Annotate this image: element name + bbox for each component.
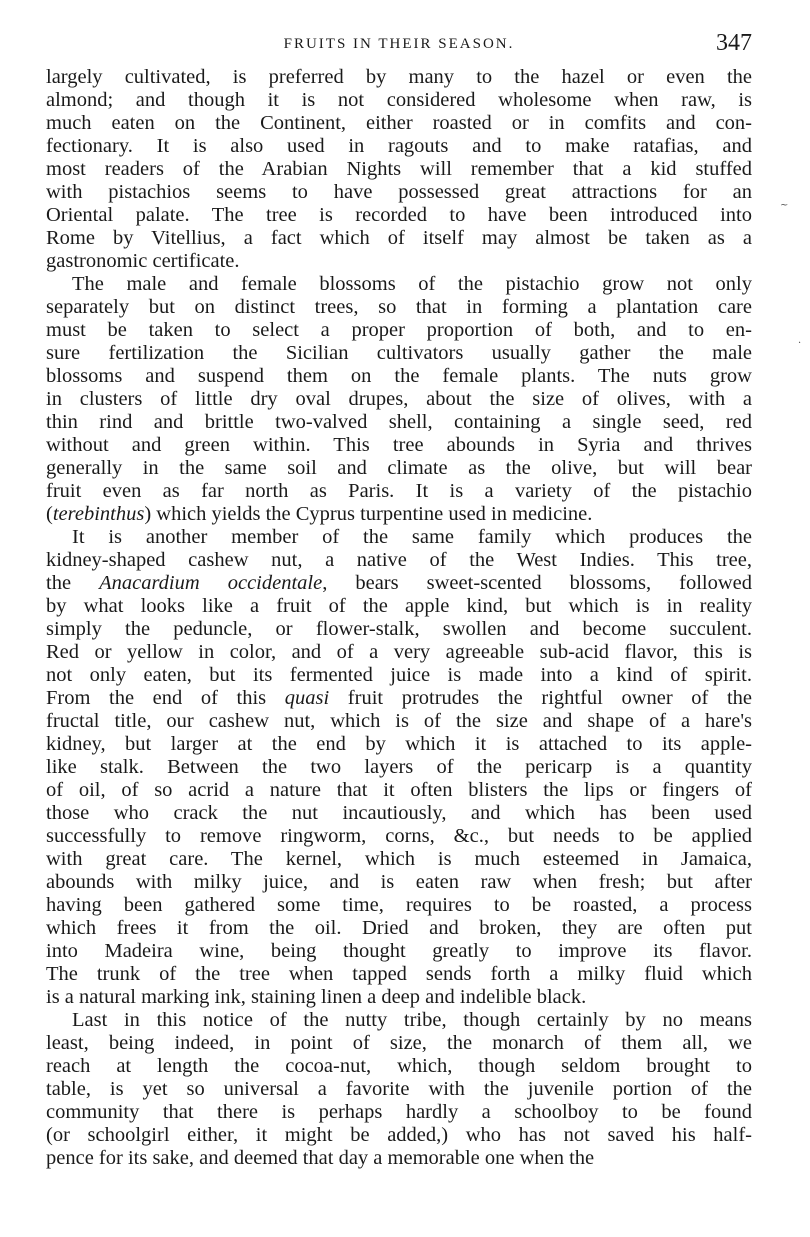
text-line: fectionary. It is also used in ragouts and to make ratafias, and — [46, 135, 752, 157]
text-line: gastronomic certificate. — [46, 250, 240, 272]
text-line: community that there is perhaps hardly a schoolboy to be found — [46, 1101, 752, 1123]
text-line: the Anacardium occidentale, bears sweet-scented blossoms, followed — [46, 572, 752, 594]
text-line: almond; and though it is not considered wholesome when raw, is — [46, 89, 752, 111]
paragraph — [46, 273, 752, 526]
text-line: Last in this notice of the nutty tribe, though certainly by no means — [72, 1009, 752, 1031]
text-line: (terebinthus) which yields the Cyprus turpentine used in medicine. — [46, 503, 593, 525]
margin-mark: ~ — [780, 200, 789, 211]
text-line: sure fertilization the Sicilian cultivators usually gather the male — [46, 342, 752, 364]
text-line: generally in the same soil and climate as the olive, but will bear — [46, 457, 752, 479]
book-page — [46, 30, 752, 1170]
text-line: blossoms and suspend them on the female plants. The nuts grow — [46, 365, 752, 387]
text-line: separately but on distinct trees, so that in forming a plantation care — [46, 296, 752, 318]
paragraph-container — [46, 66, 752, 1170]
text-line: simply the peduncle, or flower-stalk, swollen and become succulent. — [46, 618, 752, 640]
text-line: kidney, but larger at the end by which it is attached to its apple- — [46, 733, 752, 755]
text-line: The male and female blossoms of the pistachio grow not only — [72, 273, 752, 295]
page-header — [46, 30, 752, 66]
text-line: in clusters of little dry oval drupes, about the size of olives, with a — [46, 388, 752, 410]
text-line: most readers of the Arabian Nights will remember that a kid stuffed — [46, 158, 752, 180]
text-line: table, is yet so universal a favorite with the juvenile portion of the — [46, 1078, 752, 1100]
text-line: like stalk. Between the two layers of the pericarp is a quantity — [46, 756, 752, 778]
text-line: It is another member of the same family which produces the — [72, 526, 752, 548]
text-line: The trunk of the tree when tapped sends forth a milky fluid which — [46, 963, 752, 985]
text-line: of oil, of so acrid a nature that it often blisters the lips or fingers of — [46, 779, 752, 801]
page-number: 347 — [716, 30, 752, 56]
text-line: into Madeira wine, being thought greatly to improve its flavor. — [46, 940, 752, 962]
text-line: largely cultivated, is preferred by many to the hazel or even the — [46, 66, 752, 88]
text-line: is a natural marking ink, staining linen a deep and indelible black. — [46, 986, 587, 1008]
text-line: (or schoolgirl either, it might be added,) who has not saved his half- — [46, 1124, 752, 1146]
text-line: with pistachios seems to have possessed great attractions for an — [46, 181, 752, 203]
text-line: fruit even as far north as Paris. It is a variety of the pistachio — [46, 480, 752, 502]
text-line: having been gathered some time, requires to be roasted, a process — [46, 894, 752, 916]
text-line: pence for its sake, and deemed that day a memorable one when the — [46, 1147, 595, 1169]
text-line: Rome by Vitellius, a fact which of itself may almost be taken as a — [46, 227, 752, 249]
text-line: least, being indeed, in point of size, the monarch of them all, we — [46, 1032, 752, 1054]
margin-dot: · — [798, 338, 802, 349]
text-line: thin rind and brittle two-valved shell, containing a single seed, red — [46, 411, 752, 433]
text-line: abounds with milky juice, and is eaten raw when fresh; but after — [46, 871, 752, 893]
running-head: FRUITS IN THEIR SEASON. — [283, 36, 515, 52]
text-line: with great care. The kernel, which is much esteemed in Jamaica, — [46, 848, 752, 870]
body-text — [46, 66, 752, 1170]
text-line: successfully to remove ringworm, corns, &c., but needs to be applied — [46, 825, 752, 847]
text-line: must be taken to select a proper proportion of both, and to en- — [46, 319, 752, 341]
paragraph — [46, 526, 752, 1009]
paragraph — [46, 66, 752, 273]
paragraph — [46, 1009, 752, 1170]
text-line: without and green within. This tree abounds in Syria and thrives — [46, 434, 752, 456]
text-line: Oriental palate. The tree is recorded to have been introduced into — [46, 204, 752, 226]
text-line: From the end of this quasi fruit protrudes the rightful owner of the — [46, 687, 752, 709]
text-line: reach at length the cocoa-nut, which, though seldom brought to — [46, 1055, 752, 1077]
text-line: kidney-shaped cashew nut, a native of the West Indies. This tree, — [46, 549, 752, 571]
text-line: by what looks like a fruit of the apple kind, but which is in reality — [46, 595, 752, 617]
text-line: which frees it from the oil. Dried and broken, they are often put — [46, 917, 752, 939]
text-line: much eaten on the Continent, either roasted or in comfits and con- — [46, 112, 752, 134]
text-line: fructal title, our cashew nut, which is of the size and shape of a hare's — [46, 710, 752, 732]
text-line: those who crack the nut incautiously, and which has been used — [46, 802, 752, 824]
text-line: not only eaten, but its fermented juice is made into a kind of spirit. — [46, 664, 752, 686]
text-line: Red or yellow in color, and of a very agreeable sub-acid flavor, this is — [46, 641, 752, 663]
